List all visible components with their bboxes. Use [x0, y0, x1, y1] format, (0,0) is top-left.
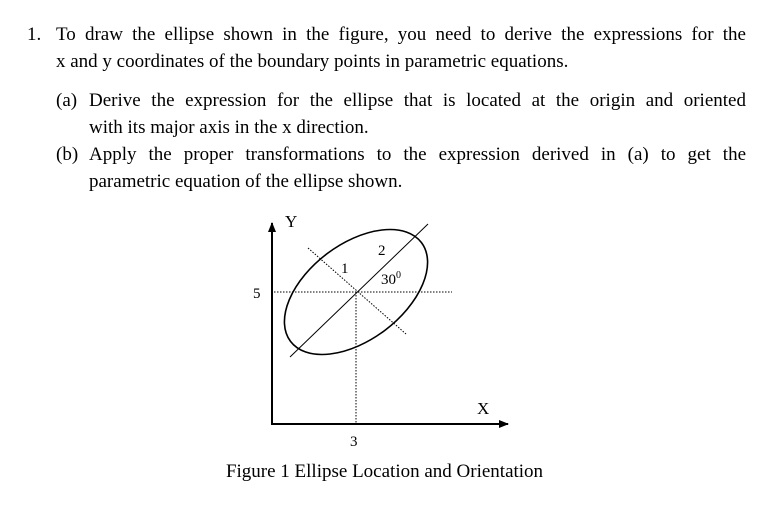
part-b-text-line-2: parametric equation of the ellipse shown. — [89, 171, 403, 192]
major-axis-2 — [290, 224, 428, 357]
part-a-text-line-1: Derive the expression for the ellipse that is located at the origin and oriented — [89, 90, 746, 111]
angle-label — [381, 270, 401, 288]
minor-axis-1 — [308, 248, 406, 334]
y-axis-label: Y — [285, 212, 298, 231]
axis-label-1: 1 — [341, 261, 349, 277]
problem-text-line-1: To draw the ellipse shown in the figure, you need to derive the expressions for the — [56, 24, 746, 45]
problem-text-line-2: x and y coordinates of the boundary points in parametric equations. — [56, 51, 569, 72]
figure-caption: Figure 1 Ellipse Location and Orientation — [225, 461, 544, 482]
problem-number: 1. — [27, 24, 42, 45]
part-b-label: (b) — [56, 144, 79, 165]
part-a-text-line-2: with its major axis in the x direction. — [89, 117, 369, 138]
part-a-label: (a) — [56, 90, 78, 111]
part-b-text-line-1: Apply the proper transformations to the expression derived in (a) to get the — [89, 144, 746, 165]
angle-value: 30 — [381, 272, 396, 288]
angle-unit: 0 — [396, 270, 401, 281]
axis-label-2: 2 — [378, 243, 386, 259]
x-axis-label: X — [477, 399, 490, 418]
y-tick-label: 5 — [253, 286, 261, 302]
x-tick-label: 3 — [350, 434, 358, 450]
